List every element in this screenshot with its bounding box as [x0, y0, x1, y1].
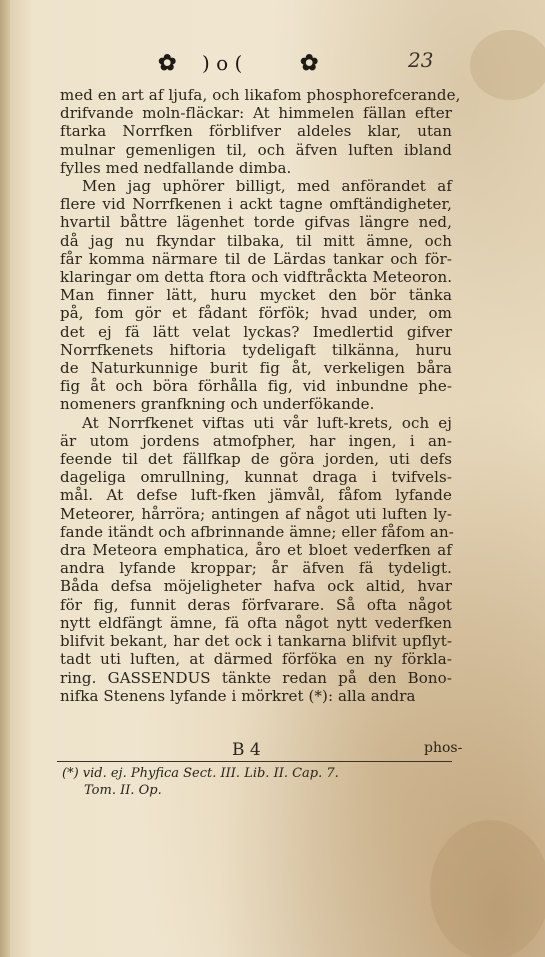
text-line: Norrfkenets hiftoria tydeligaft tilkänna, huru — [60, 340, 452, 359]
footnote-line: (*) vid. ej. Phyfica Sect. III. Lib. II. Cap. 7. — [62, 766, 339, 781]
page-gutter — [0, 0, 10, 957]
page-number: 23 — [408, 48, 434, 72]
text-line: mål. At defse luft-fken jämvål, fåfom lyfande — [60, 486, 452, 505]
body-text — [60, 86, 461, 705]
text-line: tadt uti luften, at därmed förföka en ny förkla- — [60, 650, 452, 669]
text-line: är utom jordens atmofpher, har ingen, i an- — [60, 431, 452, 450]
flower-ornament-icon: ✿ — [300, 50, 319, 76]
ornamental-header — [150, 46, 440, 80]
text-line: klaringar om detta ftora och vidftråckta Meteoron. — [60, 268, 453, 287]
text-line: fig åt och böra förhålla fig, vid inbundne phe- — [60, 377, 452, 396]
text-line: dageliga omrullning, kunnat draga i tvifvels- — [60, 468, 452, 487]
footnote-line: Tom. II. Op. — [84, 783, 162, 798]
signature-mark: B 4 — [232, 740, 261, 760]
text-line: andra lyfande kroppar; år äfven fä tydeligt. — [60, 559, 452, 578]
text-line: At Norrfkenet viftas uti vår luft-krets, och ej — [82, 413, 452, 432]
text-line: drifvande moln-fläckar: At himmelen fällan efter — [60, 104, 452, 123]
text-line: nytt eldfängt ämne, fä ofta något nytt vederfken — [60, 613, 452, 632]
text-line: Man finner lätt, huru mycket den bör tänka — [60, 286, 452, 305]
text-line: Men jag uphörer billigt, med anförandet af — [82, 177, 452, 196]
text-line: fylles med nedfallande dimba. — [60, 158, 292, 177]
text-line: nomeners granfkning och underfökande. — [60, 395, 375, 414]
text-line: dra Meteora emphatica, åro et bloet vederfken af — [60, 541, 452, 560]
text-line: nifka Stenens lyfande i mörkret (*): alla andra — [60, 686, 416, 705]
text-line: på, fom gör et fådant förfök; hvad under, om — [60, 304, 452, 323]
text-line: mulnar gemenligen til, och äfven luften ibland — [60, 140, 452, 159]
text-line: feende til det fällfkap de göra jorden, uti defs — [60, 450, 452, 469]
text-line: för fig, funnit deras förfvarare. Så ofta något — [60, 595, 452, 614]
text-line: ftarka Norrfken förblifver aldeles klar, utan — [60, 122, 452, 141]
footnote — [62, 765, 462, 799]
text-line: fande itändt och afbrinnande ämne; eller fåfom an- — [60, 522, 454, 541]
text-line: ring. GASSENDUS tänkte redan på den Bono- — [60, 668, 452, 687]
text-line: blifvit bekant, har det ock i tankarna blifvit upflyt- — [60, 632, 452, 651]
catchword: phos- — [424, 740, 463, 756]
flower-ornament-icon: ✿ — [158, 50, 177, 76]
text-line: Båda defsa möjeligheter hafva ock altid, hvar — [60, 577, 452, 596]
text-line: hvartil båttre lägenhet torde gifvas längre ned, — [60, 213, 452, 232]
text-line: då jag nu fkyndar tilbaka, til mitt ämne, och — [60, 231, 452, 250]
footnote-rule — [57, 761, 452, 762]
age-stain — [430, 820, 545, 957]
text-line: flere vid Norrfkenen i ackt tagne omftändigheter, — [60, 195, 452, 214]
age-stain — [470, 30, 545, 100]
text-line: Meteorer, hårröra; antingen af något uti luften ly- — [60, 504, 452, 523]
text-line: det ej fä lätt velat lyckas? Imedlertid gifver — [60, 322, 452, 341]
text-line: de Naturkunnige burit fig åt, verkeligen båra — [60, 359, 452, 378]
text-line: får komma närmare til de Lärdas tankar och för- — [60, 249, 452, 268]
text-line: med en art af ljufa, och likafom phosphorefcerande, — [60, 86, 461, 104]
ornament-separator: ) o ( — [202, 51, 243, 75]
